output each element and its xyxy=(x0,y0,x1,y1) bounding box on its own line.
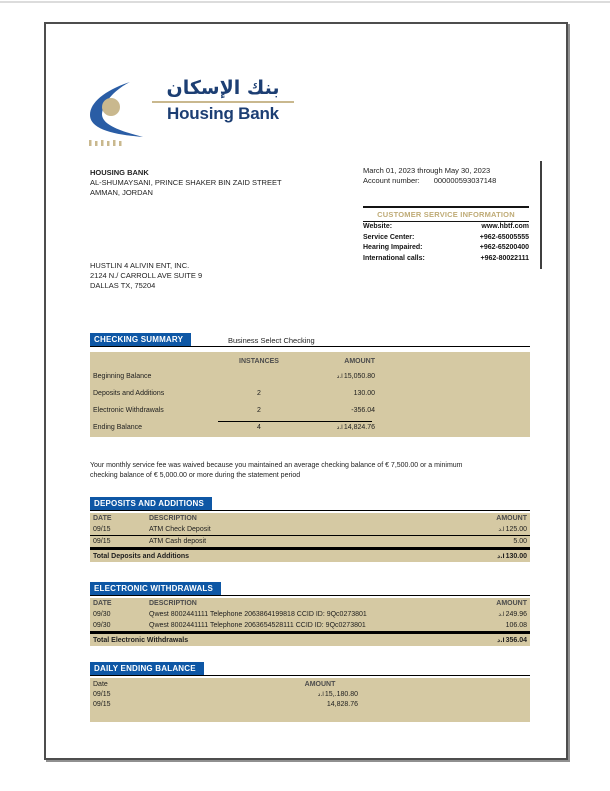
cs-value-phone: +962-65200400 xyxy=(479,244,529,251)
currency-mark: د.ا xyxy=(336,373,343,380)
row-amount: -356.04 xyxy=(351,407,375,414)
cell-date: 09/15 xyxy=(93,526,111,533)
row-instances: 2 xyxy=(257,407,261,414)
row-label: Ending Balance xyxy=(93,424,143,431)
col-description: DESCRIPTION xyxy=(149,515,197,522)
recipient-address-line2: DALLAS TX, 75204 xyxy=(90,281,156,290)
total-label: Total Electronic Withdrawals xyxy=(93,636,189,644)
col-amount: AMOUNT xyxy=(304,681,336,688)
currency-mark: د.ا xyxy=(497,552,505,560)
cs-value-phone: +962-65005555 xyxy=(479,233,529,241)
daily-balance-section xyxy=(90,662,530,722)
withdrawal-row xyxy=(90,620,530,631)
note-line2: checking balance of € 5,000.00 or more during the statement period xyxy=(90,471,301,479)
cell-date: 09/15 xyxy=(93,701,111,708)
checking-summary-header xyxy=(90,333,530,347)
deposit-row xyxy=(90,536,530,547)
account-number-label: Account number: xyxy=(363,176,420,185)
withdrawals-total-row xyxy=(90,634,530,646)
logo-english-text: Housing Bank xyxy=(167,104,279,123)
recipient-name: HUSTLIN 4 ALIVIN ENT, INC. xyxy=(90,261,190,270)
bank-name: HOUSING BANK xyxy=(90,168,149,177)
cell-date: 09/15 xyxy=(93,538,111,545)
row-label: Deposits and Additions xyxy=(93,390,165,397)
section-title-bar: DAILY ENDING BALANCE xyxy=(90,662,204,675)
logo-wordmark xyxy=(152,76,294,124)
note-line1: Your monthly service fee was waived because you maintained an average checking balance of € 7,500.00 or a minimum xyxy=(90,462,463,469)
cell-description: Qwest 8002441111 Telephone 2063864199818 CCID ID: 9Qc0273801 xyxy=(149,611,367,618)
recipient-address-block xyxy=(90,261,202,291)
total-label: Total Deposits and Additions xyxy=(93,552,190,560)
col-amount: AMOUNT xyxy=(344,358,375,365)
row-label: Beginning Balance xyxy=(93,373,152,380)
cell-amount: 5.00 xyxy=(513,538,527,545)
statement-period: March 01, 2023 through May 30, 2023 xyxy=(363,166,491,175)
cs-label: Service Center: xyxy=(363,233,415,241)
cs-label: Hearing Impaired: xyxy=(363,244,423,251)
cs-row-service-center xyxy=(363,233,529,244)
deposit-row xyxy=(90,524,530,535)
row-amount: د.ا15,050.80 xyxy=(336,373,375,380)
summary-row-beginning-balance xyxy=(90,368,530,385)
row-instances: 4 xyxy=(257,424,261,431)
account-type-subtitle: Business Select Checking xyxy=(228,336,315,345)
col-amount: AMOUNT xyxy=(496,515,527,522)
withdrawals-table xyxy=(90,598,530,646)
summary-total-rule xyxy=(218,421,372,422)
section-title-bar: DEPOSITS AND ADDITIONS xyxy=(90,497,212,510)
deposits-header xyxy=(90,497,530,511)
checking-summary-section xyxy=(90,333,530,437)
currency-mark: د.ا xyxy=(497,636,505,644)
row-amount: د.ا14,824.76 xyxy=(336,424,375,431)
customer-service-title: CUSTOMER SERVICE INFORMATION xyxy=(363,206,529,222)
section-title-bar: CHECKING SUMMARY xyxy=(90,333,191,346)
cell-amount: د.ا15,.180.80 xyxy=(317,691,358,698)
cs-value-phone: +962-80022111 xyxy=(480,254,529,262)
deposits-header-row xyxy=(90,513,530,524)
col-date: DATE xyxy=(93,515,112,522)
currency-mark: د.ا xyxy=(336,424,343,431)
cell-description: ATM Check Deposit xyxy=(149,526,211,533)
col-instances: INSTANCES xyxy=(239,358,279,365)
top-divider xyxy=(0,1,610,3)
cs-row-hearing-impaired xyxy=(363,243,529,254)
col-description: DESCRIPTION xyxy=(149,600,197,607)
currency-mark: د.ا xyxy=(498,611,505,618)
cs-row-international xyxy=(363,254,529,265)
summary-row-deposits xyxy=(90,385,530,402)
currency-mark: د.ا xyxy=(317,691,324,698)
row-label: Electronic Withdrawals xyxy=(93,407,164,414)
bank-address-line2: AMMAN, JORDAN xyxy=(90,188,153,197)
statement-period-block xyxy=(363,166,496,186)
withdrawals-header-row xyxy=(90,598,530,609)
withdrawals-section xyxy=(90,582,530,646)
logo-divider xyxy=(152,101,294,103)
summary-row-withdrawals xyxy=(90,402,530,419)
cs-value-website: www.hbtf.com xyxy=(481,223,529,230)
service-fee-note xyxy=(90,461,535,480)
cell-amount: د.ا125.00 xyxy=(498,526,527,533)
cell-description: ATM Cash deposit xyxy=(149,538,207,545)
account-number-row xyxy=(363,176,496,186)
cell-amount: د.ا249.96 xyxy=(498,611,527,618)
withdrawal-row xyxy=(90,609,530,620)
housing-bank-swoosh-icon xyxy=(86,80,150,148)
logo-arabic-text: بنك الإسكان xyxy=(166,77,280,99)
col-date: DATE xyxy=(93,600,112,607)
daily-balance-table xyxy=(90,678,530,722)
total-amount: د.ا130.00 xyxy=(497,552,527,560)
currency-mark: د.ا xyxy=(498,526,505,533)
daily-balance-header xyxy=(90,662,530,676)
cell-amount: 14,828.76 xyxy=(326,701,358,708)
cs-row-website xyxy=(363,222,529,233)
section-title-bar: ELECTRONIC WITHDRAWALS xyxy=(90,582,221,595)
recipient-address-line1: 2124 N./ CARROLL AVE SUITE 9 xyxy=(90,271,203,280)
deposits-section xyxy=(90,497,530,562)
cs-label: International calls: xyxy=(363,254,425,262)
withdrawals-header xyxy=(90,582,530,596)
cell-date: 09/30 xyxy=(93,622,111,629)
cell-date: 09/30 xyxy=(93,611,111,618)
summary-header-row xyxy=(90,355,530,368)
row-amount: 130.00 xyxy=(353,390,375,397)
cell-amount: 106.08 xyxy=(505,622,527,629)
cell-date: 09/15 xyxy=(93,691,111,698)
col-amount: AMOUNT xyxy=(496,600,527,607)
row-instances: 2 xyxy=(257,390,261,397)
total-amount: د.ا356.04 xyxy=(497,636,527,644)
bank-address-block xyxy=(90,168,282,198)
deposits-total-row xyxy=(90,550,530,562)
cs-label: Website: xyxy=(363,223,393,230)
cell-description: Qwest 8002441111 Telephone 2063654528111 CCID ID: 9Qc0273801 xyxy=(149,622,366,629)
col-date: Date xyxy=(93,681,108,688)
deposits-table xyxy=(90,513,530,562)
bank-address-line1: AL-SHUMAYSANI, PRINCE SHAKER BIN ZAID STREET xyxy=(90,178,282,187)
account-number: 000000593037148 xyxy=(433,176,497,185)
checking-summary-table xyxy=(90,352,530,437)
bank-logo xyxy=(86,78,296,148)
customer-service-box xyxy=(363,206,529,264)
page-edge-mark xyxy=(540,161,542,269)
